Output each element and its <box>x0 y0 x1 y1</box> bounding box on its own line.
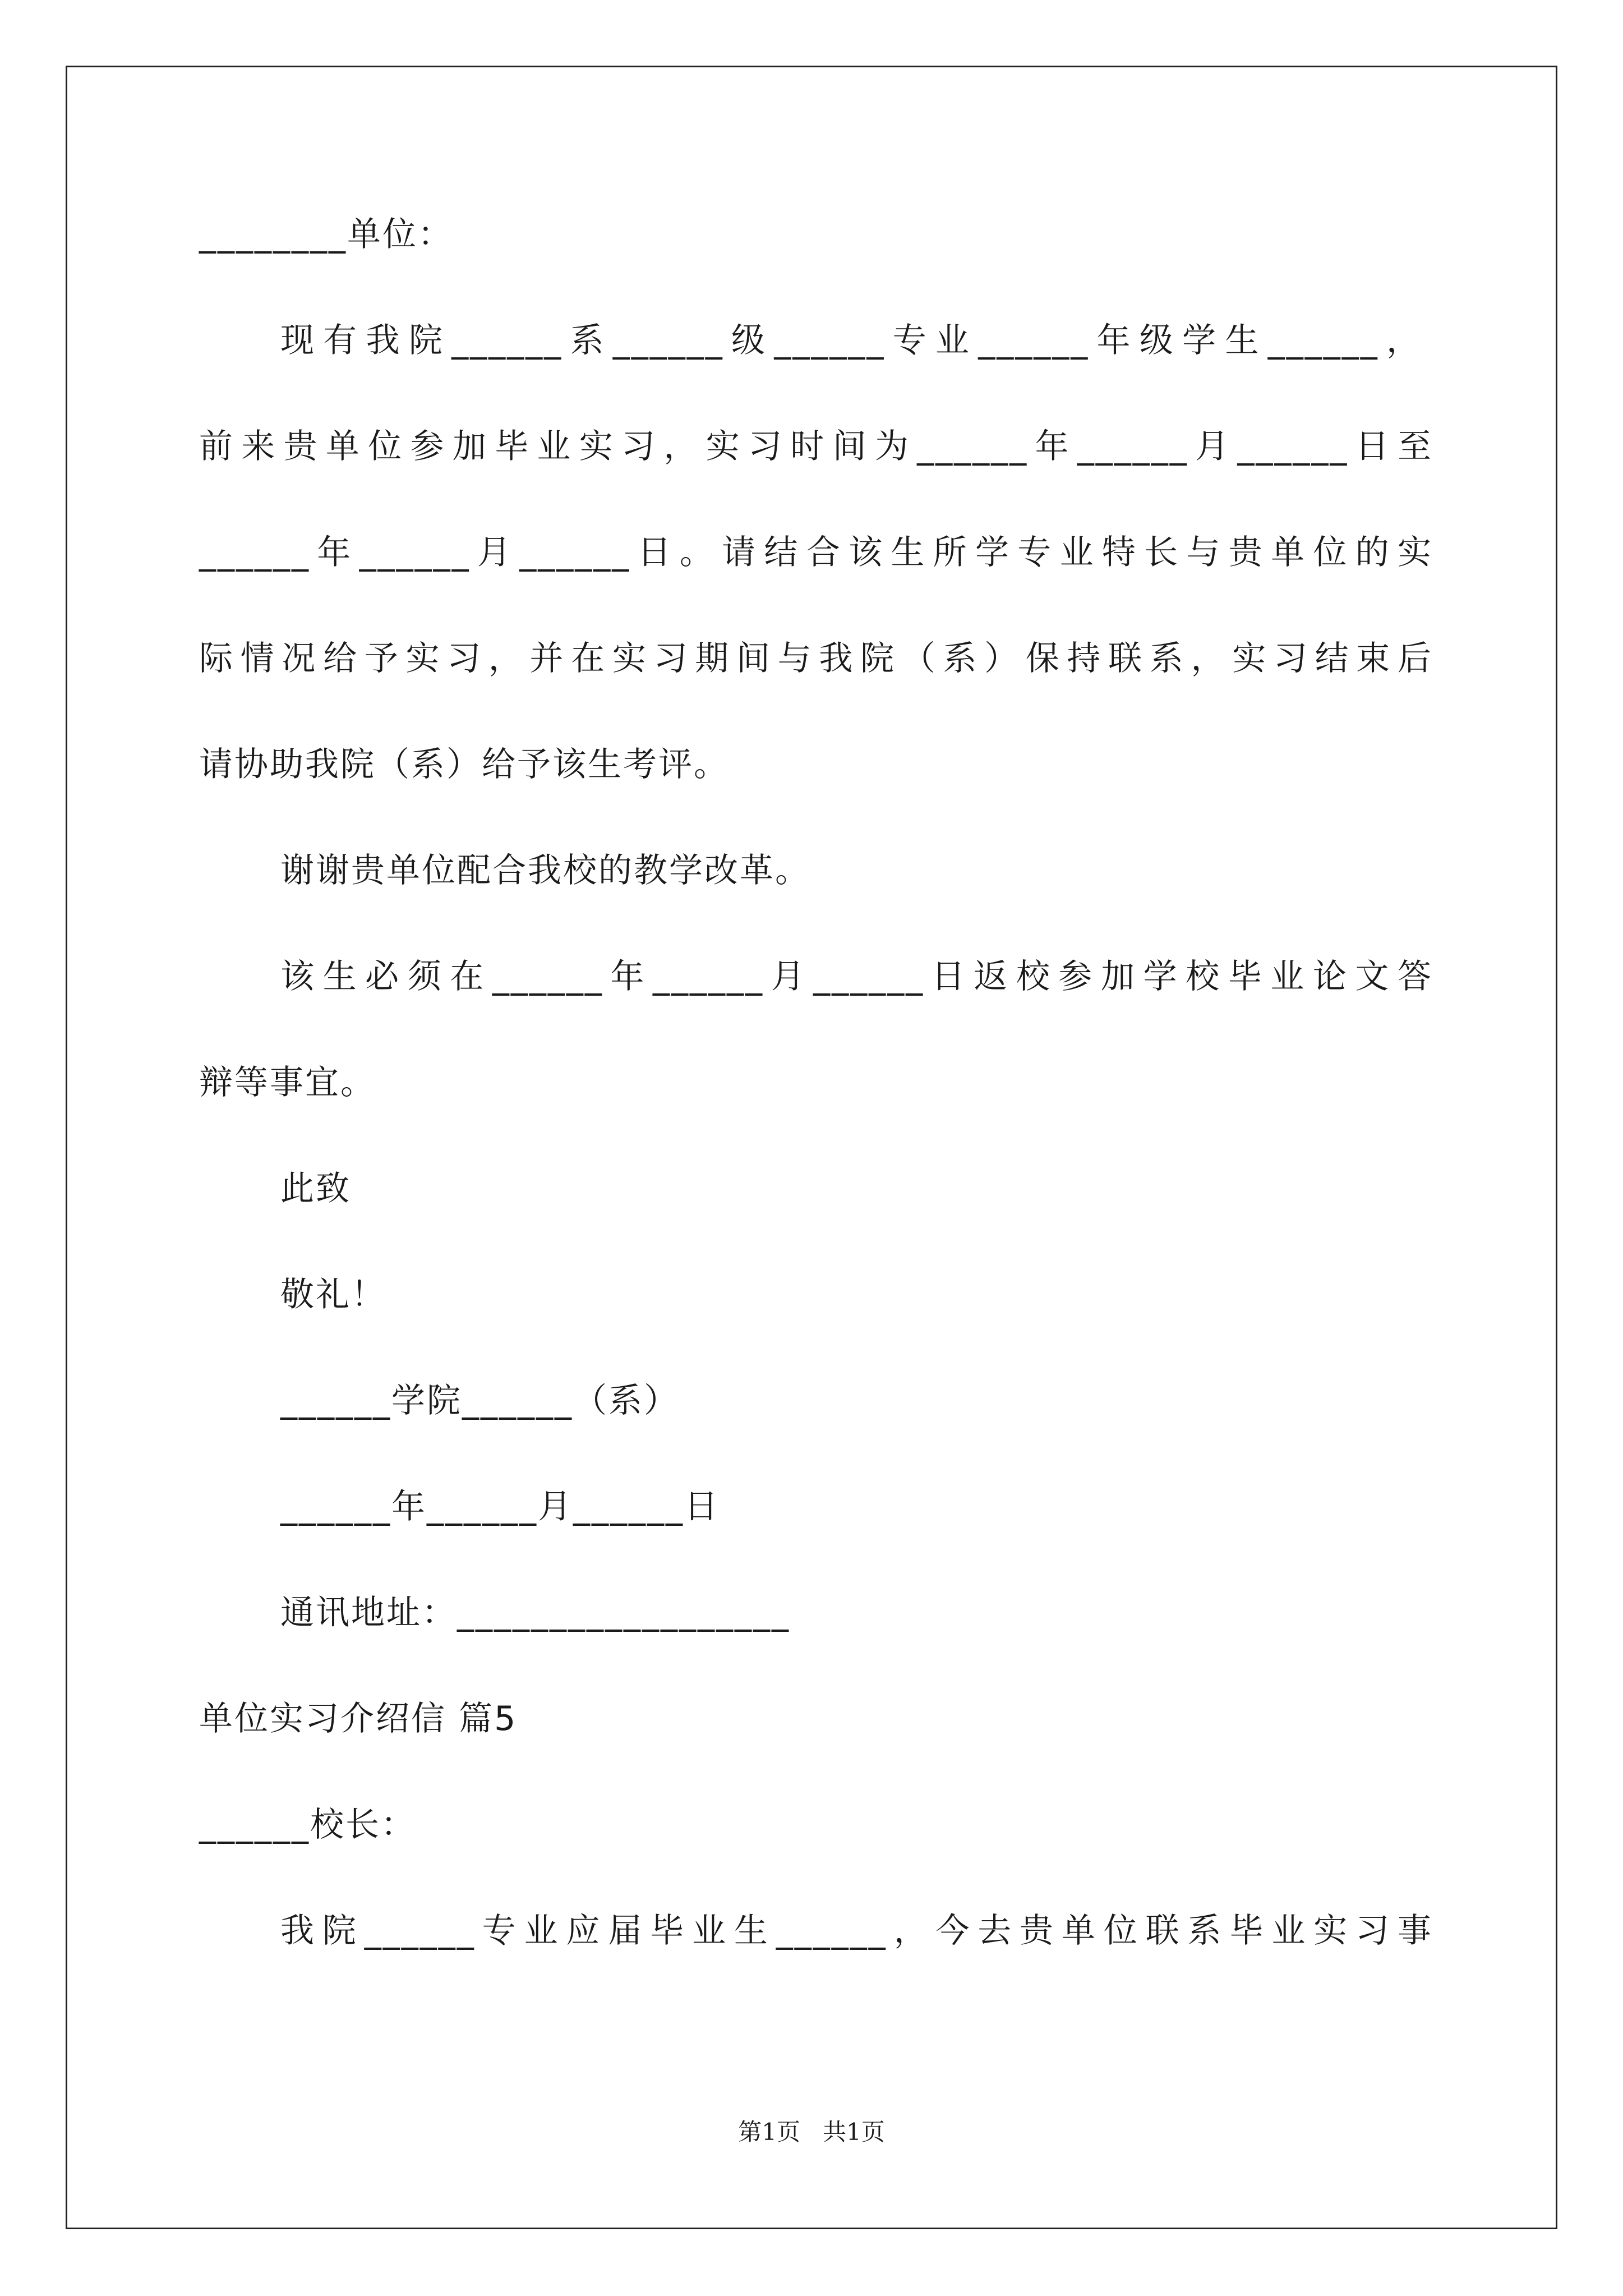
paragraph-line: ______年______月______日。请结合该生所学专业特长与贵单位的实 <box>199 533 1433 572</box>
paragraph-line: 我院______专业应届毕业生______，今去贵单位联系毕业实习事 <box>280 1911 1433 1950</box>
section-heading: 单位实习介绍信 篇5 <box>199 1699 518 1738</box>
page-number-footer: 第1页 共1页 <box>738 2118 885 2146</box>
salutation-line: ________单位： <box>199 215 453 254</box>
salutation-line: ______校长： <box>199 1805 416 1844</box>
paragraph-line: 谢谢贵单位配合我校的教学改革。 <box>280 851 810 890</box>
paragraph-line: 现有我院______系______级______专业______年级学生______， <box>280 321 1422 360</box>
page-border <box>66 66 1557 2229</box>
date-line: ______年______月______日 <box>280 1487 720 1526</box>
address-line: 通讯地址：__________________ <box>280 1593 790 1632</box>
closing-line: 敬礼！ <box>280 1275 386 1314</box>
paragraph-line: 辩等事宜。 <box>199 1063 376 1102</box>
paragraph-line: 该生必须在______年______月______日返校参加学校毕业论文答 <box>280 957 1433 996</box>
closing-line: 此致 <box>280 1169 351 1208</box>
signature-line: ______学院______（系） <box>280 1381 679 1420</box>
paragraph-line: 际情况给予实习，并在实习期间与我院（系）保持联系，实习结束后 <box>199 639 1433 678</box>
paragraph-line: 请协助我院（系）给予该生考评。 <box>199 745 729 784</box>
paragraph-line: 前来贵单位参加毕业实习，实习时间为______年______月______日至 <box>199 427 1433 466</box>
